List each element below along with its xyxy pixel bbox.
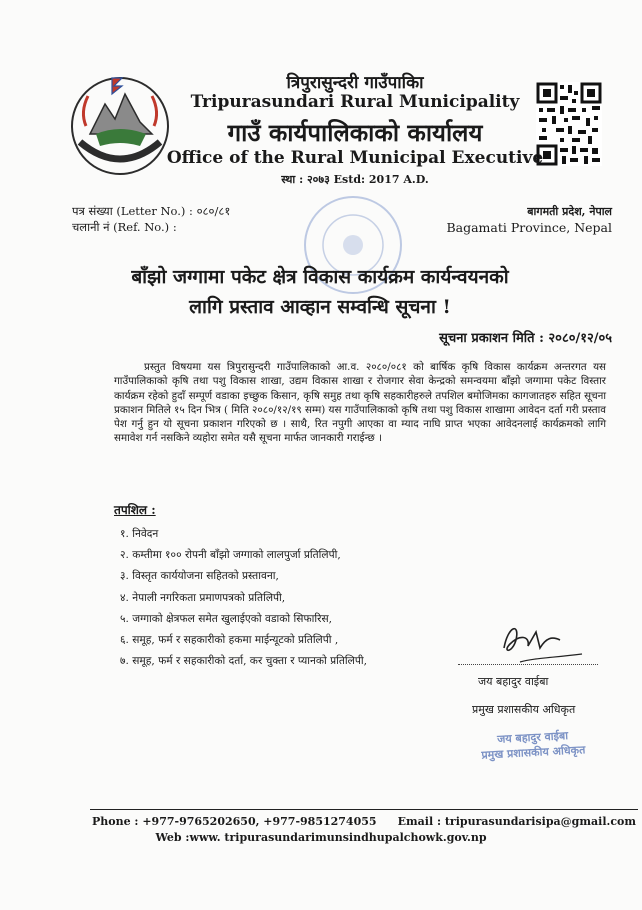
notice-title-line1: बाँझो जग्गामा पकेट क्षेत्र विकास कार्यक्रम कार्यन्वयनको [131,266,509,288]
required-documents-list [120,524,367,672]
office-name-english: Office of the Rural Municipal Executive [166,148,544,168]
seal-line-2: प्रमुख प्रशासकीय अधिकृत [481,743,586,762]
list-item: ५. जग्गाको क्षेत्रफल समेत खुलाईएको वडाको सिफारिस, [120,612,332,625]
handwritten-signature-icon [490,618,590,670]
list-item: ७. समूह, फर्म र सहकारीको दर्ता, कर चुक्ता र प्यानको प्रतिलिपी, [120,655,367,668]
publication-date: सूचना प्रकाशन मिति : २०८०/१२/०५ [439,331,612,346]
municipality-name-nepali: त्रिपुरासुन्दरी गाउँपाकिा [286,73,424,93]
seal-line-1: जय बहादुर वाईबा [496,729,569,746]
footer-divider [90,809,638,810]
signer-name: जय बहादुर वाईबा [478,675,549,688]
list-item: १. निवेदन [120,528,159,540]
list-item: ३. विस्तृत कार्ययोजना सहितको प्रस्तावना, [120,570,279,583]
list-item: ६. समूह, फर्म र सहकारीको हकमा माईन्यूटको प्रतिलिपी , [120,634,339,647]
official-seal [477,727,588,763]
list-item: ४. नेपाली नगरिकता प्रमाणपत्रको प्रतिलिपी, [120,591,286,604]
province-english: Bagamati Province, Nepal [446,220,612,235]
list-item: २. कम्तीमा १०० रोपनी बाँझो जग्गाको लालपुर्जा प्रतिलिपी, [120,549,341,562]
notice-title-line2: लागि प्रस्ताव आव्हान सम्वन्धि सूचना ! [189,296,451,318]
footer-phone: Phone : +977-9765202650, +977-9851274055 [92,815,377,828]
footer-website: Web :www. tripurasundarimunsindhupalchowk.gov.np [155,831,487,844]
office-name-nepali: गाउँ कार्यपालिकाको कार्यालय [227,118,483,147]
province-nepali: बागमती प्रदेश, नेपाल [527,205,612,218]
signer-title: प्रमुख प्रशासकीय अधिकृत [472,703,576,716]
signature-line [458,664,598,665]
footer-email: Email : tripurasundarisipa@gmail.com [397,815,636,828]
municipality-name-english: Tripurasundari Rural Municipality [190,92,520,112]
reference-number: चलानी नं (Ref. No.) : [72,220,177,234]
notice-body: प्रस्तुत विषयमा यस त्रिपुरासुन्दरी गाउँपालिकाको आ.व. २०८०/०८१ को बार्षिक कृषि विकास कार्यक्रम अन्तरगत यस गाउँपालिकाको कृषि तथा पशु विकास शाखा, उद्यम विकास शाखा र रोजगार सेवा केन्द्रको समन्वयमा बाँझो जग्गामा पकेट विस्तार कार्यक्रम रहेको हुदाँ सम्पूर्ण वडाका इच्छुक किसान, कृषि समुह तथा कृषि सहकारीहरुले तपशिल बमोजिमका कागजातहरु सहित सूचना प्रकाशन मितिले १५ दिन भित्र ( मिति २०८०/१२/१९ सम्म) यस गाउँपालिकाको कृषि तथा पशु विकास शाखामा आवेदन दर्ता गरी प्रस्ताव पेश गर्नु हुन यो सूचना प्रकाशन गरिएको छ । साथै, रित नपुगी आएका वा म्याद नाघि प्राप्त भएका आवेदनलाई कार्यक्रमको लागि समावेश गर्न नसकिने व्यहोरा समेत यसै सूचना मार्फत जानकारी गराईन्छ । [114,361,606,445]
established-line: स्था : २०७३ Estd: 2017 A.D. [281,173,429,186]
notice-title [40,262,600,322]
letter-number: पत्र संख्या (Letter No.) : ०८०/८१ [72,204,231,218]
details-heading: तपशिल : [114,503,156,517]
